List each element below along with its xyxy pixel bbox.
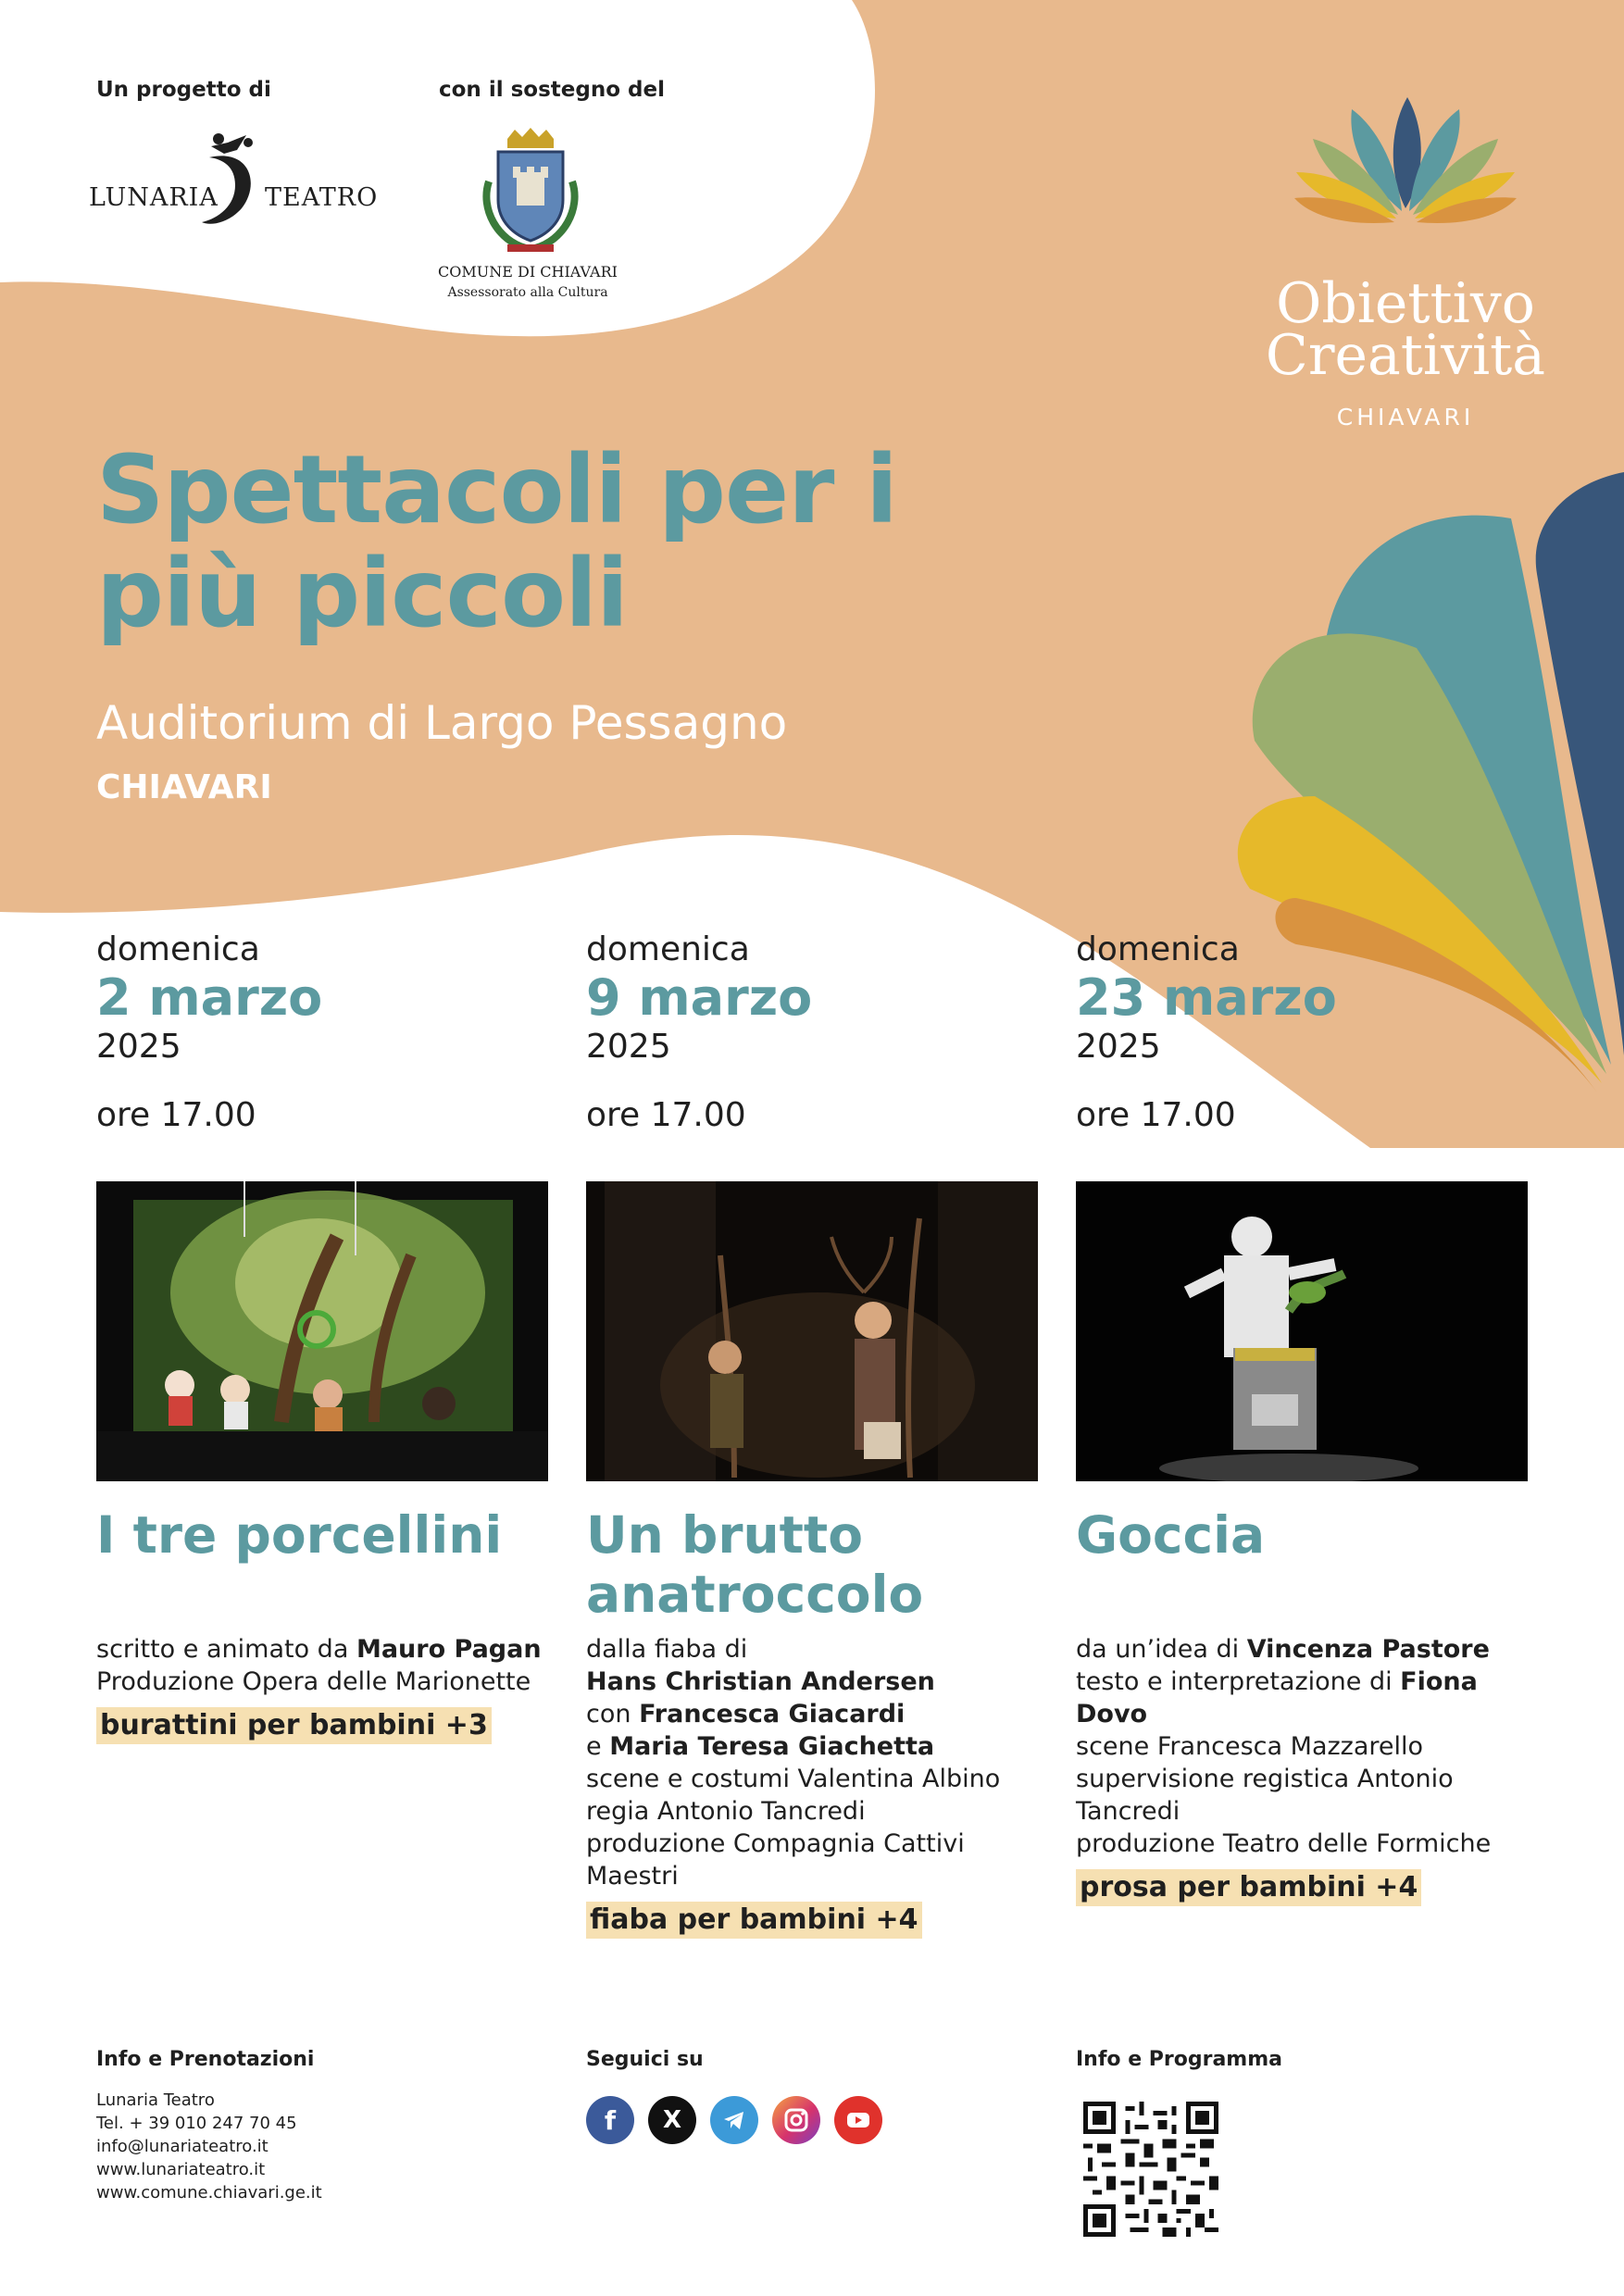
credit-name: Fiona Dovo	[1076, 1667, 1478, 1728]
credit-text: e	[586, 1732, 610, 1761]
website-link[interactable]: www.comune.chiavari.ge.it	[96, 2183, 322, 2202]
event-2-photo	[586, 1181, 1038, 1481]
lunaria-logo	[89, 130, 379, 231]
event-day: domenica	[96, 930, 260, 968]
info-title: Info e Prenotazioni	[96, 2048, 315, 2071]
info-line: Lunaria Teatro	[96, 2090, 215, 2110]
event-day: domenica	[1076, 930, 1240, 968]
event-date: 9 marzo	[586, 968, 813, 1027]
event-3-age-tag: prosa per bambini +4	[1076, 1869, 1421, 1906]
brand-title-line1: Obiettivo	[1276, 271, 1535, 336]
lunaria-left-text: LUNARIA	[89, 183, 219, 212]
event-2-date-block	[586, 930, 1049, 1136]
event-3-title: Goccia	[1076, 1505, 1266, 1565]
facebook-icon[interactable]: f	[586, 2096, 634, 2144]
event-3-photo	[1076, 1181, 1528, 1481]
credit-text: dalla fiaba di	[586, 1635, 748, 1664]
credit-text: Maestri	[586, 1862, 679, 1890]
support-label: con il sostegno del	[439, 78, 665, 102]
event-2-title	[586, 1505, 1049, 1624]
credit-text: scritto e animato da	[96, 1635, 356, 1664]
credit-text: testo e interpretazione di	[1076, 1667, 1401, 1696]
x-icon[interactable]: X	[648, 2096, 696, 2144]
comune-subtitle: Assessorato alla Cultura	[447, 285, 608, 300]
credit-name: Hans Christian Andersen	[586, 1667, 935, 1696]
instagram-icon[interactable]	[772, 2096, 820, 2144]
credit-name: Francesca Giacardi	[639, 1700, 906, 1728]
credit-text: scene e costumi Valentina Albino	[586, 1765, 1001, 1793]
headline-line1: Spettacoli per i	[96, 435, 897, 545]
event-3-date-block	[1076, 930, 1539, 1136]
event-1-age-tag: burattini per bambini +3	[96, 1707, 492, 1744]
event-year: 2025	[96, 1028, 181, 1066]
event-2-title-line1: Un brutto	[586, 1505, 863, 1565]
event-time: ore 17.00	[96, 1096, 256, 1134]
youtube-icon[interactable]	[834, 2096, 882, 2144]
credit-name: Mauro Pagan	[356, 1635, 542, 1664]
event-year: 2025	[1076, 1028, 1161, 1066]
credit-text: Tancredi	[1076, 1797, 1181, 1826]
event-time: ore 17.00	[586, 1096, 746, 1134]
headline-line2: più piccoli	[96, 539, 629, 649]
credit-text: produzione Teatro delle Formiche	[1076, 1829, 1492, 1858]
event-2-age-tag: fiaba per bambini +4	[586, 1902, 922, 1939]
event-day: domenica	[586, 930, 750, 968]
event-1-title: I tre porcellini	[96, 1505, 503, 1565]
event-1-date-block	[96, 930, 559, 1136]
credit-text: supervisione registica Antonio	[1076, 1765, 1454, 1793]
project-label: Un progetto di	[96, 78, 271, 102]
telegram-icon[interactable]	[710, 2096, 758, 2144]
credit-text: Produzione Opera delle Marionette	[96, 1667, 531, 1696]
event-time: ore 17.00	[1076, 1096, 1236, 1134]
credit-text: scene Francesca Mazzarello	[1076, 1732, 1424, 1761]
credit-name: Maria Teresa Giachetta	[609, 1732, 935, 1761]
event-year: 2025	[586, 1028, 671, 1066]
social-title: Seguici su	[586, 2048, 704, 2071]
event-3-credits	[1076, 1633, 1557, 1906]
comune-name: COMUNE DI CHIAVARI	[438, 263, 618, 281]
brand-city: CHIAVARI	[1336, 404, 1475, 430]
brand-title-line2: Creatività	[1265, 323, 1546, 388]
email-link[interactable]: info@lunariateatro.it	[96, 2137, 269, 2156]
comune-crest	[480, 126, 581, 256]
event-date: 23 marzo	[1076, 968, 1337, 1027]
event-2-title-line2: anatroccolo	[586, 1565, 924, 1624]
coat-of-arms-icon	[480, 126, 581, 256]
lunaria-mark-icon	[89, 130, 379, 231]
program-title: Info e Programma	[1076, 2048, 1282, 2071]
event-1-credits	[96, 1633, 578, 1744]
credit-name: Vincenza Pastore	[1246, 1635, 1490, 1664]
lunaria-right-text: TEATRO	[265, 183, 379, 212]
event-date: 2 marzo	[96, 968, 323, 1027]
venue-city: CHIAVARI	[96, 768, 272, 806]
credit-text: con	[586, 1700, 640, 1728]
credit-text: da un’idea di	[1076, 1635, 1247, 1664]
info-lines	[96, 2089, 322, 2204]
qr-code[interactable]	[1083, 2102, 1218, 2237]
phone-link[interactable]: Tel. + 39 010 247 70 45	[96, 2114, 297, 2133]
venue-name: Auditorium di Largo Pessagno	[96, 696, 788, 750]
website-link[interactable]: www.lunariateatro.it	[96, 2160, 266, 2179]
event-1-photo	[96, 1181, 548, 1481]
event-2-credits	[586, 1633, 1068, 1939]
credit-text: regia Antonio Tancredi	[586, 1797, 866, 1826]
credit-text: produzione Compagnia Cattivi	[586, 1829, 965, 1858]
